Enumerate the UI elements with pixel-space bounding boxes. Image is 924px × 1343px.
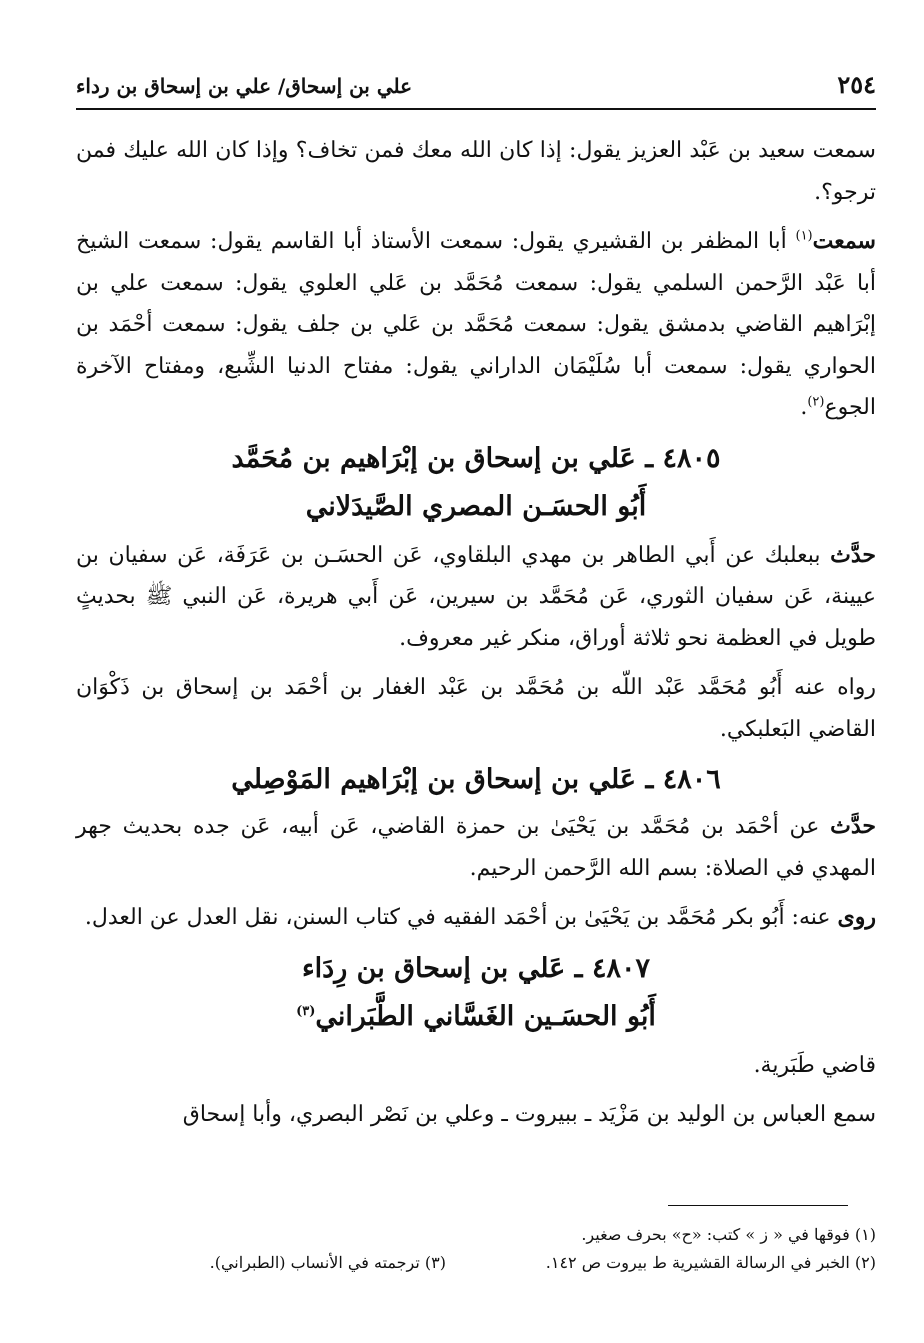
- entry-title: ٤٨٠٧ ـ عَلي بن إسحاق بن رِدَاء: [301, 952, 650, 984]
- paragraph-lead-word: سمعت: [812, 228, 876, 254]
- footnote-rule: [668, 1205, 848, 1206]
- header-rule: [76, 108, 876, 110]
- paragraph-lead-word: حدَّث: [830, 813, 876, 839]
- paragraph: حدَّث عن أحْمَد بن مُحَمَّد بن يَحْيَىٰ بن حمزة القاضي، عَن أبيه، عَن جده بحديث جهر المهدي في الصلاة: بسم الله الرَّحمن الرحيم.: [76, 813, 876, 881]
- paragraph: حدَّث ببعلبك عن أَبي الطاهر بن مهدي البلقاوي، عَن الحسَـن بن عَرَفَة، عَن سفيان بن عيينة، عَن سفيان الثوري، عَن مُحَمَّد بن سيرين، عَن أَبي هريرة، عَن النبي ﷺ بحديثٍ طويل في العظمة نحو ثلاثة أوراق، منكر غير معروف.: [76, 541, 876, 651]
- paragraph: سمع العباس بن الوليد بن مَزْيَد ـ ببيروت ـ وعلي بن نَصْر البصري، وأبا إسحاق: [182, 1102, 876, 1127]
- paragraph: رواه عنه أَبُو مُحَمَّد عَبْد اللّه بن مُحَمَّد بن عَبْد الغفار بن أحْمَد بن إسحاق بن ذَكْوَان القاضي البَعلبكي.: [76, 675, 876, 742]
- page-header: [76, 68, 876, 108]
- footnote-2: (٢) الخبر في الرسالة القشيرية ط بيروت ص ١٤٢.: [545, 1253, 876, 1272]
- paragraph: روى عنه: أَبُو بكر مُحَمَّد بن يَحْيَىٰ بن أحْمَد الفقيه في كتاب السنن، نقل العدل عن العدل.: [84, 904, 876, 930]
- footnote-ref: (٢): [807, 394, 825, 410]
- paragraph: قاضي طَبَرية.: [753, 1052, 876, 1078]
- entry-subtitle: أَبُو الحسَـن المصري الصَّيدَلاني: [305, 490, 647, 522]
- paragraph: سمعت سعيد بن عَبْد العزيز يقول: إذا كان الله معك فمن تخاف؟ وإذا كان الله عليك فمن ترجو؟.: [76, 138, 876, 205]
- paragraph-lead-word: روى: [837, 904, 876, 930]
- entry-title: ٤٨٠٦ ـ عَلي بن إسحاق بن إبْرَاهيم المَوْصِلي: [231, 764, 721, 795]
- paragraph-lead-word: حدَّث: [830, 541, 876, 568]
- page-number: ٢٥٤: [837, 70, 876, 99]
- entry-subtitle: أَبُو الحسَـين الغَسَّاني الطَّبَراني$^{(٣)}$: [296, 1000, 656, 1032]
- page-body: [76, 130, 876, 1144]
- running-title: علي بن إسحاق/ علي بن إسحاق بن رداء: [76, 74, 413, 98]
- footnote-1: (١) فوقها في « ز » كتب: «ح» بحرف صغير.: [581, 1225, 876, 1244]
- footnote-ref: (١): [795, 228, 813, 244]
- footnote-3: (٣) ترجمته في الأنساب (الطبراني).: [209, 1253, 446, 1272]
- entry-title: ٤٨٠٥ ـ عَلي بن إسحاق بن إبْرَاهيم بن مُحَمَّد: [231, 442, 721, 474]
- paragraph: سمعت$^{(١)}$ أبا المظفر بن القشيري يقول: سمعت الأستاذ أبا القاسم يقول: سمعت الشيخ أبا عَبْد الرَّحمن السلمي يقول: سمعت مُحَمَّد بن عَلي العلوي يقول: سمعت علي بن إبْرَاهيم القاضي بدمشق يقول: سمعت مُحَمَّد بن عَلي بن جلف يقول: سمعت أحْمَد بن الحواري يقول: سمعت أبا سُلَيْمَان الداراني يقول: مفتاح الدنيا الشِّبع، ومفتاح الآخرة الجوع$^{(٢)}$.: [76, 228, 876, 420]
- footnote-ref: (٣): [296, 1003, 316, 1019]
